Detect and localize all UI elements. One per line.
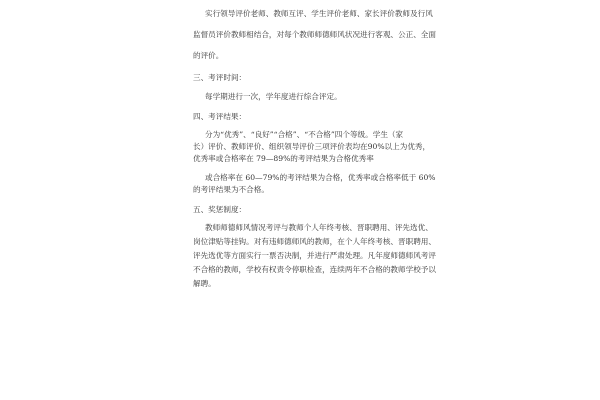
paragraph-rewards-line-3: 评先选优等方面实行一票否决制，并进行严肃处理。凡年度师德师风考评 xyxy=(193,251,436,260)
paragraph-rewards-line-5: 解聘。 xyxy=(193,279,216,288)
heading-evaluation-result: 四、考评结果： xyxy=(193,112,247,121)
paragraph-result-line-1: 分为“优秀”、“良好”“合格”、“不合格”四个等级。学生（家 xyxy=(205,130,404,139)
paragraph-evaluation-method-line-1: 实行领导评价老师、教师互评、学生评价老师、家长评价教师及行风 xyxy=(205,9,433,18)
paragraph-evaluation-method-line-2: 监督员评价教师相结合，对每个教师师德师风状况进行客观、公正、全面 xyxy=(193,30,436,39)
paragraph-evaluation-time: 每学期进行一次，学年度进行综合评定。 xyxy=(205,92,342,101)
paragraph-rewards-line-4: 不合格的教师，学校有权责令停职检查，连续两年不合格的教师学校予以 xyxy=(193,265,436,274)
paragraph-result-cont-line-2: 的考评结果为不合格。 xyxy=(193,185,269,194)
paragraph-evaluation-method-line-3: 的评价。 xyxy=(193,51,224,60)
paragraph-result-line-2: 长）评价、教师评价、组织领导评价三项评价表均在90%以上为优秀， xyxy=(193,142,431,151)
heading-evaluation-time: 三、考评时间： xyxy=(193,73,247,82)
paragraph-rewards-line-1: 教师师德师风情况考评与教师个人年终考核、晋职聘用、评先选优、 xyxy=(205,223,433,232)
paragraph-result-cont-line-1: 或合格率在 60—79%的考评结果为合格，优秀率或合格率低于 60% xyxy=(205,173,436,182)
paragraph-result-line-3: 优秀率或合格率在 79—89%的考评结果为合格优秀率 xyxy=(193,154,374,163)
heading-rewards-penalties: 五、奖惩制度： xyxy=(193,205,247,214)
paragraph-rewards-line-2: 岗位津贴等挂钩。对有违师德师风的教师，在个人年终考核、晋职聘用、 xyxy=(193,237,436,246)
